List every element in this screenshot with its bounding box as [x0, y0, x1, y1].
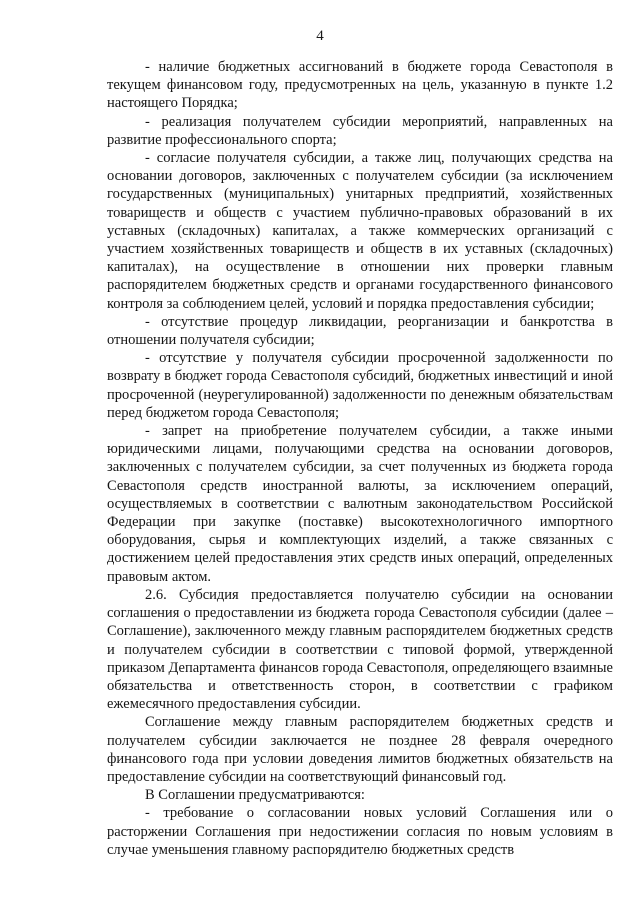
paragraph-section-2-6: 2.6. Субсидия предоставляется получателю субсидии на основании соглашения о предоставлении из бюджета города Севастополя субсидии (далее – Соглашение), заключенного между главным распорядителем бюджетных средств и получателем субсидии в соответствии с типовой формой, утвержденной приказом Департамента финансов города Севастополя, определяющего взаимные обязательства и ответственность сторон, в соответствии с графиком ежемесячного предоставления субсидии.	[107, 586, 613, 713]
paragraph-agreement-provisions: В Соглашении предусматриваются:	[145, 787, 365, 804]
paragraph-inspection-consent: - согласие получателя субсидии, а также лиц, получающих средства на основании договоров, заключенных с получателем субсидии (за исключением государственных (муниципальных) унитарных предприятий, хозяйственных товариществ и обществ с участием публично-правовых образований в их уставных (складочных) капиталах, а также коммерческих организаций с участием хозяйственных товариществ и обществ в их уставных (складочных) капиталах), на осуществление в отношении них проверки главным распорядителем бюджетных средств и органами государственного финансового контроля за соблюдением целей, условий и порядка предоставления субсидии;	[107, 150, 613, 312]
paragraph-sport-development: - реализация получателем субсидии мероприятий, направленных на развитие профессионального спорта;	[107, 113, 613, 148]
paragraph-no-overdue-debt: - отсутствие у получателя субсидии просроченной задолженности по возврату в бюджет города Севастополя субсидий, бюджетных инвестиций и иной просроченной (неурегулированной) задолженности по денежным обязательствам перед бюджетом города Севастополя;	[107, 350, 613, 421]
page-number: 4	[316, 28, 324, 44]
paragraph-agreement-deadline: Соглашение между главным распорядителем бюджетных средств и получателем субсидии заключается не позднее 28 февраля очередного финансового года при условии доведения лимитов бюджетных обязательств на предоставление субсидии на соответствующий финансовый год.	[107, 714, 613, 785]
paragraph-no-liquidation: - отсутствие процедур ликвидации, реорганизации и банкротства в отношении получателя субсидии;	[107, 313, 613, 349]
document-body	[107, 58, 613, 859]
paragraph-budget-allocations: - наличие бюджетных ассигнований в бюджете города Севастополя в текущем финансовом году, предусмотренных на цель, указанную в пункте 1.2 настоящего Порядка;	[107, 59, 613, 112]
paragraph-currency-ban: - запрет на приобретение получателем субсидии, а также иными юридическими лицами, получающими средства на основании договоров, заключенных с получателем субсидии, за счет полученных из бюджета города Севастополя средств иностранной валюты, за исключением операций, осуществляемых в соответствии с валютным законодательством Российской Федерации при закупке (поставке) высокотехнологичного импортного оборудования, сырья и комплектующих изделий, а также связанных с достижением целей предоставления этих средств иных операций, определенных правовым актом.	[107, 423, 613, 585]
paragraph-new-conditions: - требование о согласовании новых условий Соглашения или о расторжении Соглашения при недостижении согласия по новым условиям в случае уменьшения главному распорядителю бюджетных средств	[107, 805, 613, 858]
